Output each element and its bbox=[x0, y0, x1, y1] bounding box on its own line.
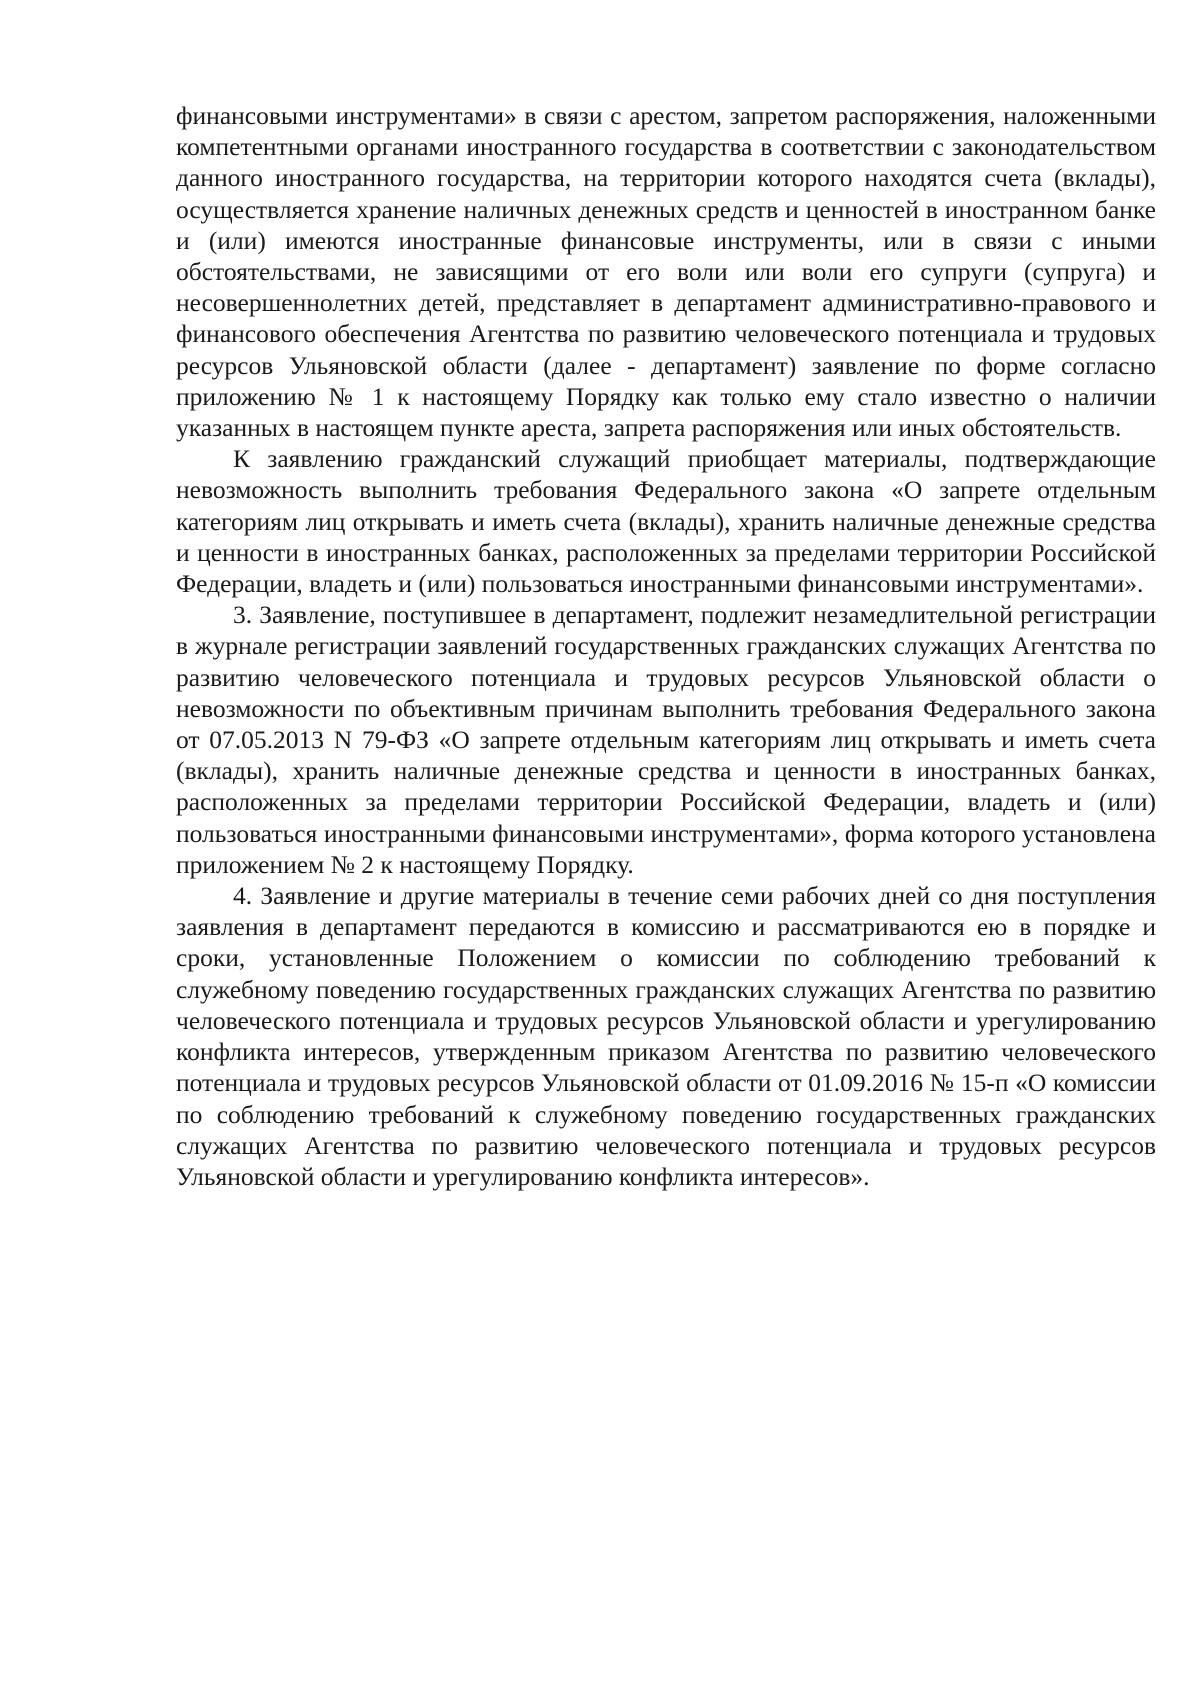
paragraph-item-4: 4. Заявление и другие материалы в течение семи рабочих дней со дня поступления заявления в департамент передаются в комиссию и рассматриваются ею в порядке и сроки, установленные Положением о комиссии по соблюдению требований к служебному поведению государственных гражданских служащих Агентства по развитию человеческого потенциала и трудовых ресурсов Ульяновской области и урегулированию конфликта интересов, утвержденным приказом Агентства по развитию человеческого потенциала и трудовых ресурсов Ульяновской области от 01.09.2016 № 15-п «О комиссии по соблюдению требований к служебному поведению государственных гражданских служащих Агентства по развитию человеческого потенциала и трудовых ресурсов Ульяновской области и урегулированию конфликта интересов». bbox=[176, 881, 1156, 1191]
paragraph-attachment: К заявлению гражданский служащий приобщает материалы, подтверждающие невозможность выполнить требования Федерального закона «О запрете отдельным категориям лиц открывать и иметь счета (вклады), хранить наличные денежные средства и ценности в иностранных банках, расположенных за пределами территории Российской Федерации, владеть и (или) пользоваться иностранными финансовыми инструментами». bbox=[176, 444, 1156, 599]
paragraph-item-3: 3. Заявление, поступившее в департамент, подлежит незамедлительной регистрации в журнале регистрации заявлений государственных гражданских служащих Агентства по развитию человеческого потенциала и трудовых ресурсов Ульяновской области о невозможности по объективным причинам выполнить требования Федерального закона от 07.05.2013 N 79-ФЗ «О запрете отдельным категориям лиц открывать и иметь счета (вклады), хранить наличные денежные средства и ценности в иностранных банках, расположенных за пределами территории Российской Федерации, владеть и (или) пользоваться иностранными финансовыми инструментами», форма которого установлена приложением № 2 к настоящему Порядку. bbox=[176, 600, 1156, 879]
paragraph-continuation: финансовыми инструментами» в связи с арестом, запретом распоряжения, наложенными компетентными органами иностранного государства в соответствии с законодательством данного иностранного государства, на территории которого находятся счета (вклады), осуществляется хранение наличных денежных средств и ценностей в иностранном банке и (или) имеются иностранные финансовые инструменты, или в связи с иными обстоятельствами, не зависящими от его воли или воли его супруги (супруга) и несовершеннолетних детей, представляет в департамент административно-правового и финансового обеспечения Агентства по развитию человеческого потенциала и трудовых ресурсов Ульяновской области (далее - департамент) заявление по форме согласно приложению № 1 к настоящему Порядку как только ему стало известно о наличии указанных в настоящем пункте ареста, запрета распоряжения или иных обстоятельств. bbox=[176, 101, 1156, 443]
document-body bbox=[176, 100, 1156, 1192]
